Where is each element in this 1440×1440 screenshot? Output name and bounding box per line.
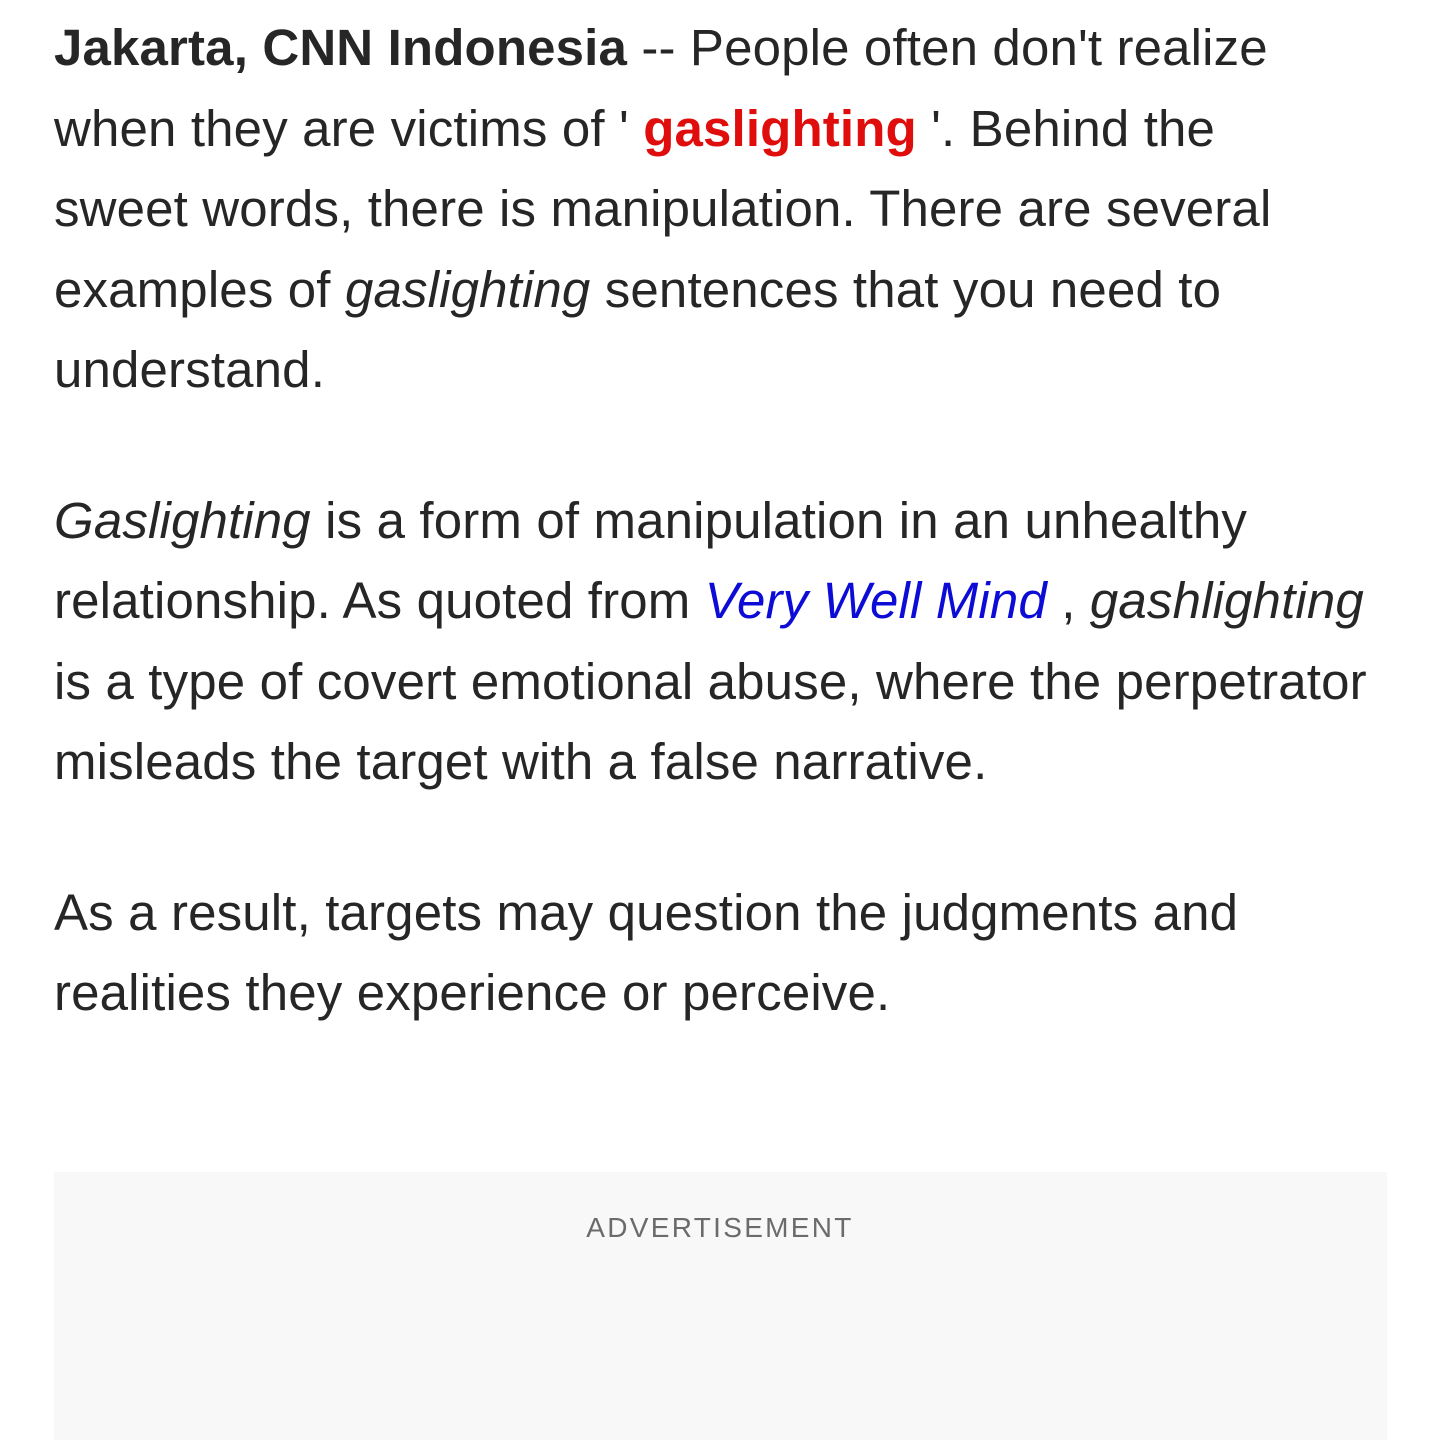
gaslighting-topic-link[interactable]: gaslighting [643,99,917,157]
paragraph-text: is a form of manipulation in an unhealthy relationship. As quoted from [54,491,1247,629]
italic-term: Gaslighting [54,491,311,549]
paragraph-text: '. Behind the sweet words, there is manipulation. There are several examples of [54,99,1272,318]
paragraph-text: sentences that you need to understand. [54,260,1222,398]
article-paragraph-3 [54,873,1344,1034]
article-body [54,8,1394,1034]
dateline: Jakarta, CNN Indonesia [54,19,627,76]
paragraph-text: As a result, targets may question the judgments and realities they experience or perceive. [54,883,1239,1021]
paragraph-text: -- People often don't realize when they are victims of ' [54,19,1268,157]
very-well-mind-link[interactable]: Very Well Mind [704,572,1047,629]
advertisement-label: ADVERTISEMENT [586,1212,854,1243]
italic-term: gaslighting [344,260,591,318]
paragraph-text: , [1046,572,1090,629]
italic-term: gashlighting [1089,572,1364,629]
article-paragraph-2 [54,481,1384,803]
article-paragraph-1 [54,8,1314,411]
paragraph-text: is a type of covert emotional abuse, where the perpetrator misleads the target with a false narrative. [54,652,1367,790]
